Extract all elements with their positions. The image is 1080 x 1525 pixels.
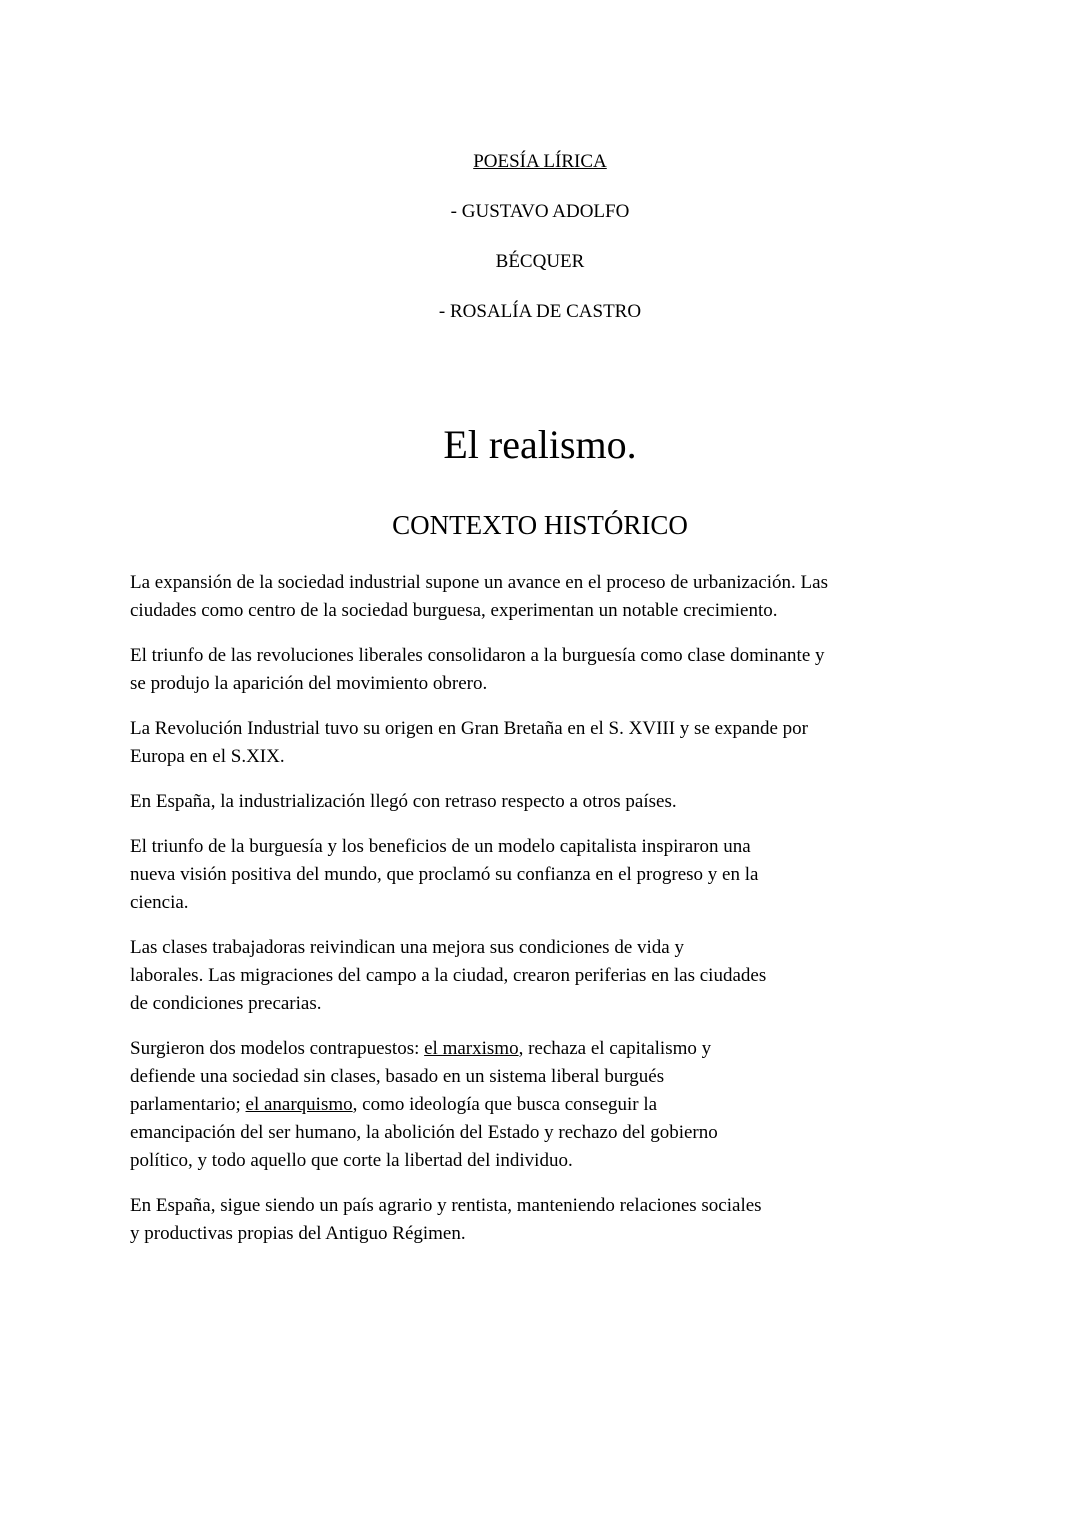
header-list-item-text: - ROSALÍA DE CASTRO xyxy=(438,301,642,322)
text-line: En España, sigue siendo un país agrario y rentista, manteniendo relaciones sociales xyxy=(130,1195,762,1216)
header-title xyxy=(0,152,1080,172)
text-line: de condiciones precarias. xyxy=(130,993,322,1014)
text-line: El triunfo de la burguesía y los beneficios de un modelo capitalista inspiraron una xyxy=(130,836,751,857)
paragraph xyxy=(130,1035,950,1175)
text-segment: , rechaza el capitalismo y xyxy=(518,1038,712,1059)
paragraph xyxy=(130,569,950,625)
text-line: político, y todo aquello que corte la libertad del individuo. xyxy=(130,1150,573,1171)
paragraph xyxy=(130,934,950,1018)
document-title: El realismo. xyxy=(443,422,637,467)
header-list-item xyxy=(0,202,1080,222)
header-list-item-text: BÉCQUER xyxy=(495,251,585,272)
text-line: ciudades como centro de la sociedad burguesa, experimentan un notable crecimiento. xyxy=(130,600,778,621)
text-segment: parlamentario; xyxy=(130,1094,246,1115)
text-line: ciencia. xyxy=(130,892,189,913)
text-line: laborales. Las migraciones del campo a la ciudad, crearon periferias en las ciudades xyxy=(130,965,767,986)
paragraph xyxy=(130,788,950,816)
text-line xyxy=(130,1094,657,1115)
text-line: La Revolución Industrial tuvo su origen en Gran Bretaña en el S. XVIII y se expande por xyxy=(130,718,808,739)
document-body xyxy=(130,569,950,1248)
paragraph xyxy=(130,1192,950,1248)
text-line: El triunfo de las revoluciones liberales consolidaron a la burguesía como clase dominante y xyxy=(130,645,825,666)
text-line: emancipación del ser humano, la abolición del Estado y rechazo del gobierno xyxy=(130,1122,718,1143)
header-title-text: POESÍA LÍRICA xyxy=(473,151,607,172)
header-list-item xyxy=(0,252,1080,272)
text-segment: , como ideología que busca conseguir la xyxy=(352,1094,658,1115)
text-segment: Surgieron dos modelos contrapuestos: xyxy=(130,1038,425,1059)
header-list-item-text: - GUSTAVO ADOLFO xyxy=(450,201,630,222)
header-list xyxy=(0,0,1080,322)
text-line xyxy=(130,1038,711,1059)
text-line: se produjo la aparición del movimiento obrero. xyxy=(130,673,488,694)
text-line: nueva visión positiva del mundo, que proclamó su confianza en el progreso y en la xyxy=(130,864,759,885)
paragraph xyxy=(130,642,950,698)
paragraph xyxy=(130,715,950,771)
section-heading: CONTEXTO HISTÓRICO xyxy=(392,510,688,540)
underlined-phrase-marxismo: el marxismo xyxy=(424,1038,519,1059)
paragraph xyxy=(130,833,950,917)
header-list-item xyxy=(0,302,1080,322)
text-line: Las clases trabajadoras reivindican una mejora sus condiciones de vida y xyxy=(130,937,684,958)
text-line: y productivas propias del Antiguo Régimen. xyxy=(130,1223,466,1244)
text-line: Europa en el S.XIX. xyxy=(130,746,285,767)
text-line: defiende una sociedad sin clases, basado en un sistema liberal burgués xyxy=(130,1066,665,1087)
text-line: La expansión de la sociedad industrial supone un avance en el proceso de urbanización. Las xyxy=(130,572,828,593)
text-line: En España, la industrialización llegó con retraso respecto a otros países. xyxy=(130,791,677,812)
underlined-phrase-anarquismo: el anarquismo xyxy=(245,1094,353,1115)
